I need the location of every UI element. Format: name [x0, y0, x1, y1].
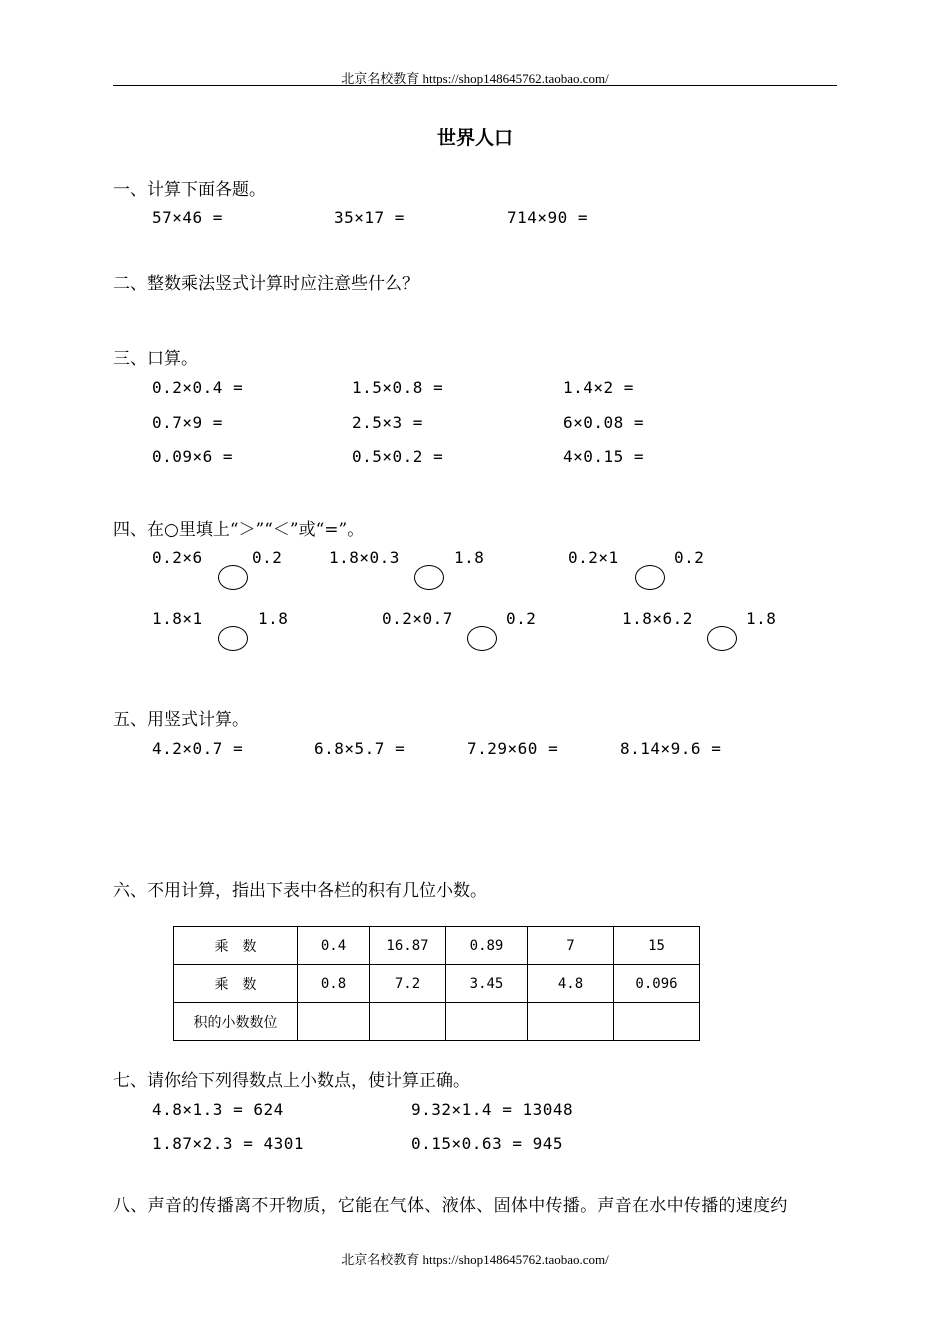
s3-item: 1.5×0.8 = [352, 378, 444, 397]
table-cell: 0.4 [298, 927, 370, 965]
table-cell: 16.87 [370, 927, 446, 965]
section-5-heading: 五、用竖式计算。 [113, 710, 249, 730]
table-row-label: 乘 数 [174, 927, 298, 965]
section-4-heading: 四、在○里填上“＞”“＜”或“=”。 [113, 520, 365, 540]
s7-item: 1.87×2.3 = 4301 [152, 1134, 304, 1153]
s5-item: 6.8×5.7 = [314, 739, 406, 758]
s4-left: 0.2×1 [568, 548, 619, 567]
page-footer: 北京名校教育 https://shop148645762.taobao.com/ [341, 1252, 609, 1267]
answer-cell[interactable] [528, 1003, 614, 1041]
s3-item: 0.2×0.4 = [152, 378, 244, 397]
s1-item: 35×17 = [334, 208, 405, 227]
s5-item: 4.2×0.7 = [152, 739, 244, 758]
table-row [174, 927, 700, 965]
compare-circle[interactable] [467, 626, 497, 651]
section-7-heading: 七、请你给下列得数点上小数点，使计算正确。 [113, 1071, 470, 1091]
s3-item: 6×0.08 = [563, 413, 645, 432]
s4-right: 1.8 [454, 548, 485, 567]
s3-item: 2.5×3 = [352, 413, 423, 432]
table-row [174, 965, 700, 1003]
answer-cell[interactable] [446, 1003, 528, 1041]
table-cell: 0.096 [614, 965, 700, 1003]
s4-left: 0.2×6 [152, 548, 203, 567]
answer-cell[interactable] [298, 1003, 370, 1041]
compare-circle[interactable] [218, 626, 248, 651]
compare-circle[interactable] [414, 565, 444, 590]
s3-item: 0.5×0.2 = [352, 447, 444, 466]
s4-left: 0.2×0.7 [382, 609, 453, 628]
table-row-label: 乘 数 [174, 965, 298, 1003]
table-cell: 15 [614, 927, 700, 965]
answer-cell[interactable] [614, 1003, 700, 1041]
s4-right: 1.8 [258, 609, 289, 628]
table-cell: 0.89 [446, 927, 528, 965]
s7-item: 4.8×1.3 = 624 [152, 1100, 284, 1119]
decimal-places-table [173, 926, 700, 1041]
s4-left: 1.8×1 [152, 609, 203, 628]
s7-item: 0.15×0.63 = 945 [411, 1134, 563, 1153]
compare-circle[interactable] [635, 565, 665, 590]
header-rule [113, 85, 837, 86]
section-2-heading: 二、整数乘法竖式计算时应注意些什么？ [113, 274, 419, 294]
answer-cell[interactable] [370, 1003, 446, 1041]
s5-item: 7.29×60 = [467, 739, 559, 758]
compare-circle[interactable] [218, 565, 248, 590]
compare-circle[interactable] [707, 626, 737, 651]
table-row-label: 积的小数数位 [174, 1003, 298, 1041]
s3-item: 1.4×2 = [563, 378, 634, 397]
s3-item: 0.09×6 = [152, 447, 234, 466]
s4-right: 1.8 [746, 609, 777, 628]
s3-item: 4×0.15 = [563, 447, 645, 466]
section-6-heading: 六、不用计算，指出下表中各栏的积有几位小数。 [113, 881, 487, 901]
table-cell: 7 [528, 927, 614, 965]
s4-left: 1.8×0.3 [329, 548, 400, 567]
s1-item: 57×46 = [152, 208, 223, 227]
page-header: 北京名校教育 https://shop148645762.taobao.com/ [341, 71, 609, 86]
section-3-heading: 三、口算。 [113, 349, 198, 369]
table-row [174, 1003, 700, 1041]
s5-item: 8.14×9.6 = [620, 739, 722, 758]
section-1-heading: 一、计算下面各题。 [113, 180, 266, 200]
s4-right: 0.2 [252, 548, 283, 567]
s4-left: 1.8×6.2 [622, 609, 693, 628]
table-cell: 3.45 [446, 965, 528, 1003]
s7-item: 9.32×1.4 = 13048 [411, 1100, 574, 1119]
s4-right: 0.2 [506, 609, 537, 628]
page-title: 世界人口 [436, 127, 513, 149]
table-cell: 7.2 [370, 965, 446, 1003]
s3-item: 0.7×9 = [152, 413, 223, 432]
s4-right: 0.2 [674, 548, 705, 567]
table-cell: 4.8 [528, 965, 614, 1003]
section-8-text: 八、声音的传播离不开物质，它能在气体、液体、固体中传播。声音在水中传播的速度约 [113, 1196, 788, 1216]
s1-item: 714×90 = [507, 208, 589, 227]
table-cell: 0.8 [298, 965, 370, 1003]
